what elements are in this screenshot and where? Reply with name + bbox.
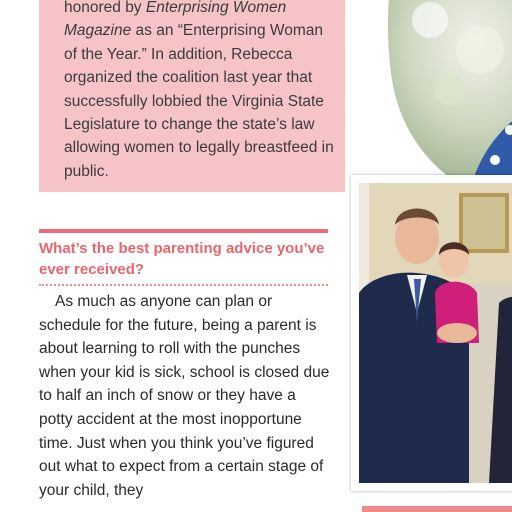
sidebar-text-part1: honored by	[64, 0, 146, 16]
family-photo	[359, 183, 512, 483]
answer-text: As much as anyone can plan or schedule for the future, being a parent is about learning to roll with the punches when your kid is sick, school is closed due to half an inch of snow or they have a potty accident at the most inopportune time. Just when you think you’ve figured out what to expect from a certain stage of your child, they	[39, 293, 330, 499]
sidebar-magazine-name-2: Magazine	[64, 22, 132, 40]
decorative-photo	[360, 0, 512, 190]
sidebar-magazine-name-1: Enterprising Women	[145, 0, 287, 16]
answer-paragraph	[39, 290, 331, 502]
sidebar-text	[64, 0, 336, 183]
question-heading: What’s the best parenting advice you’ve ever received?	[39, 240, 325, 278]
dotted-divider	[39, 284, 328, 286]
family-photo-frame	[351, 175, 512, 491]
section-rule	[39, 229, 328, 233]
next-section-header-bar	[362, 506, 512, 512]
sidebar-text-part2: as an “Enterprising Woman of the Year.” In addition, Rebecca organized the coalition last year that successfully lobbied the Virginia State Legislature to change the state’s law allowing women to legally breastfeed in public.	[64, 22, 334, 180]
